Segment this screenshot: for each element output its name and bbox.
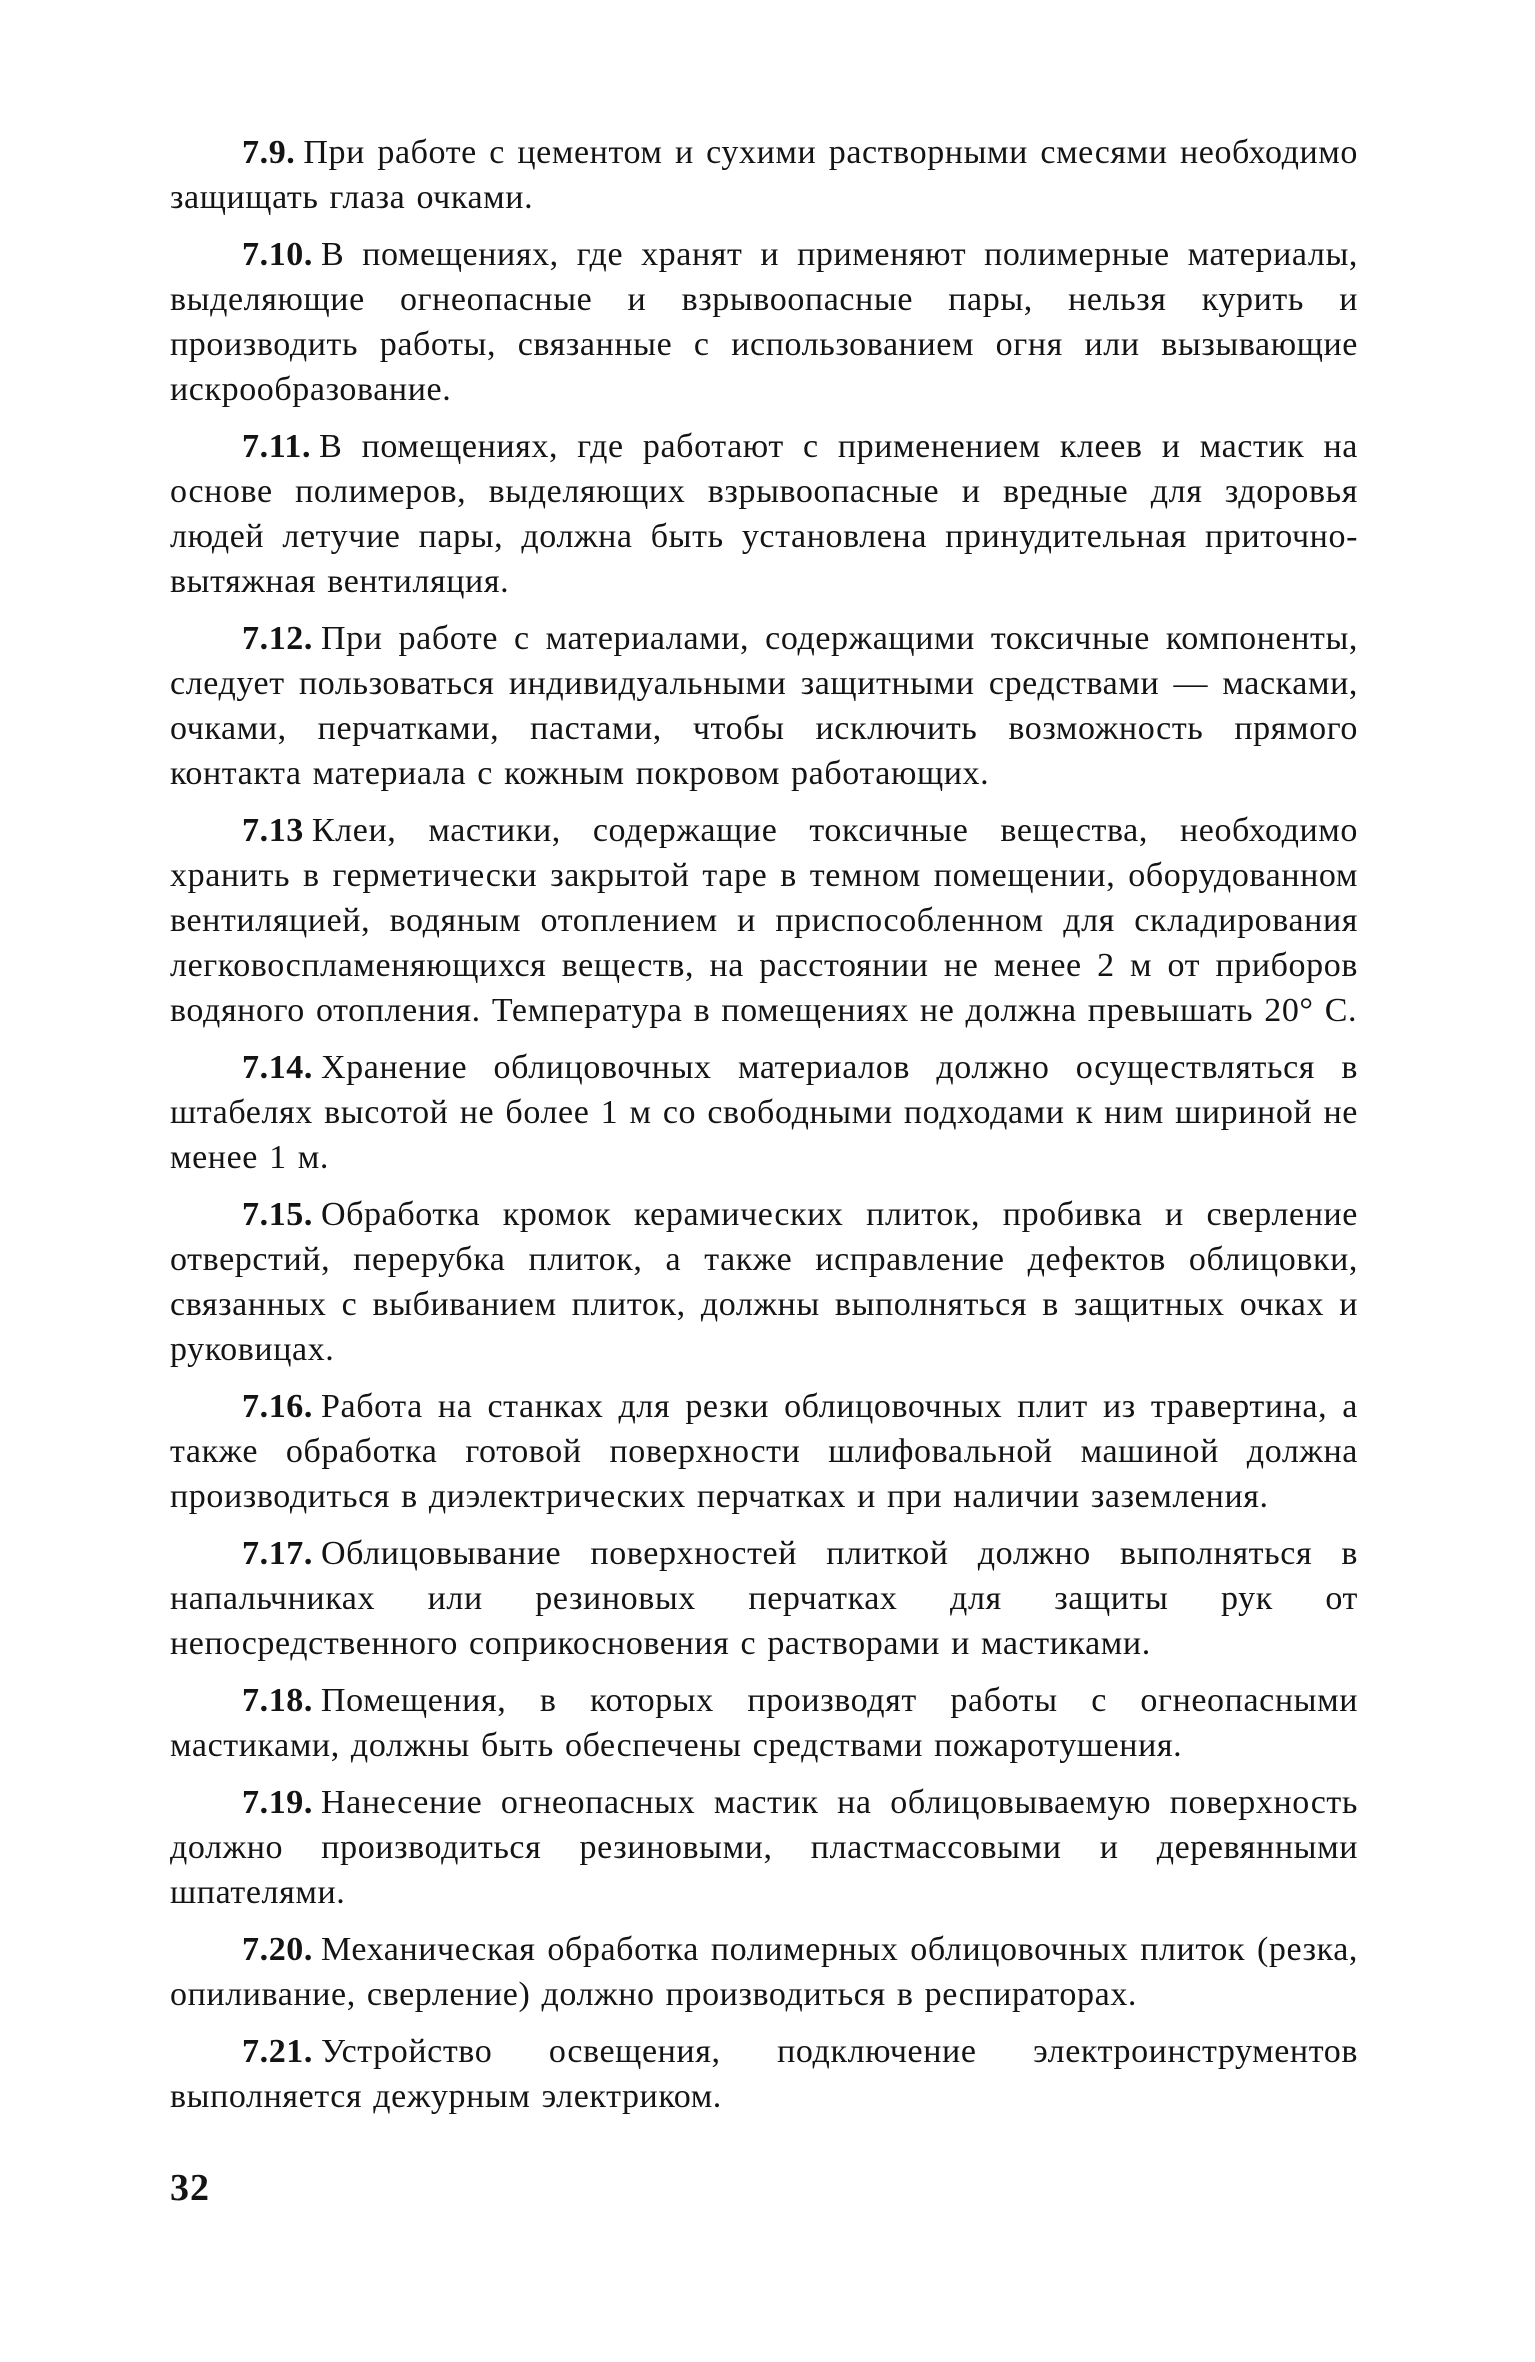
paragraph-7-13	[170, 808, 1358, 1033]
paragraph-7-12	[170, 616, 1358, 796]
paragraph-7-11	[170, 424, 1358, 604]
paragraph-number: 7.16.	[242, 1388, 313, 1425]
paragraph-7-16	[170, 1384, 1358, 1519]
paragraph-text: В помещениях, где хранят и применяют полимерные материалы, выделяющие огнеопасные и взрывоопасные пары, нельзя курить и производить работы, связанные с использованием огня или вызывающие искрообразование.	[170, 236, 1358, 408]
paragraph-7-17	[170, 1531, 1358, 1666]
paragraph-text: Хранение облицовочных материалов должно осуществляться в штабелях высотой не более 1 м со свободными подходами к ним шириной не менее 1 м.	[170, 1049, 1358, 1176]
paragraph-text: Нанесение огнеопасных мастик на облицовываемую поверхность должно производиться резиновыми, пластмассовыми и деревянными шпателями.	[170, 1784, 1358, 1911]
paragraph-text: Работа на станках для резки облицовочных плит из травертина, а также обработка готовой поверхности шлифовальной машиной должна производиться в диэлектрических перчатках и при наличии заземления.	[170, 1388, 1358, 1515]
paragraph-number: 7.12.	[242, 620, 313, 657]
paragraph-number: 7.11.	[242, 428, 312, 465]
paragraph-text: Облицовывание поверхностей плиткой должно выполняться в напальчниках или резиновых перчатках для защиты рук от непосредственного соприкосновения с растворами и мастиками.	[170, 1535, 1358, 1662]
paragraph-text: Механическая обработка полимерных облицовочных плиток (резка, опиливание, сверление) должно производиться в респираторах.	[170, 1931, 1358, 2013]
paragraph-7-18	[170, 1678, 1358, 1768]
paragraph-number: 7.18.	[242, 1682, 313, 1719]
paragraph-7-15	[170, 1192, 1358, 1372]
paragraph-number: 7.13	[242, 812, 304, 849]
paragraph-number: 7.15.	[242, 1196, 313, 1233]
paragraph-number: 7.19.	[242, 1784, 313, 1821]
paragraph-7-20	[170, 1927, 1358, 2017]
paragraph-text: При работе с цементом и сухими растворными смесями необходимо защищать глаза очками.	[170, 134, 1358, 216]
paragraph-number: 7.17.	[242, 1535, 313, 1572]
document-page	[170, 130, 1358, 2230]
paragraph-7-19	[170, 1780, 1358, 1915]
paragraph-number: 7.21.	[242, 2033, 313, 2070]
paragraph-number: 7.10.	[242, 236, 313, 273]
paragraph-7-14	[170, 1045, 1358, 1180]
paragraph-7-21	[170, 2029, 1358, 2119]
paragraph-7-10	[170, 232, 1358, 412]
paragraph-text: Обработка кромок керамических плиток, пробивка и сверление отверстий, перерубка плиток, а также исправление дефектов облицовки, связанных с выбиванием плиток, должны выполняться в защитных очках и руковицах.	[170, 1196, 1358, 1368]
paragraph-text: При работе с материалами, содержащими токсичные компоненты, следует пользоваться индивидуальными защитными средствами — масками, очками, перчатками, пастами, чтобы исключить возможность прямого контакта материала с кожным покровом работающих.	[170, 620, 1358, 792]
paragraph-text: Устройство освещения, подключение электроинструментов выполняется дежурным электриком.	[170, 2033, 1358, 2115]
paragraph-7-9	[170, 130, 1358, 220]
paragraph-number: 7.20.	[242, 1931, 313, 1968]
paragraph-text: Клеи, мастики, содержащие токсичные вещества, необходимо хранить в герметически закрытой таре в темном помещении, оборудованном вентиляцией, водяным отоплением и приспособленном для складирования легковоспламеняющихся веществ, на расстоянии не менее 2 м от приборов водяного отопления. Температура в помещениях не должна превышать 20° С.	[170, 812, 1358, 1029]
paragraph-number: 7.9.	[242, 134, 296, 171]
page-number: 32	[170, 2167, 210, 2209]
paragraph-text: Помещения, в которых производят работы с огнеопасными мастиками, должны быть обеспечены средствами пожаротушения.	[170, 1682, 1358, 1764]
paragraph-text: В помещениях, где работают с применением клеев и мастик на основе полимеров, выделяющих взрывоопасные и вредные для здоровья людей летучие пары, должна быть установлена принудительная приточно-вытяжная вентиляция.	[170, 428, 1358, 600]
paragraph-number: 7.14.	[242, 1049, 313, 1086]
